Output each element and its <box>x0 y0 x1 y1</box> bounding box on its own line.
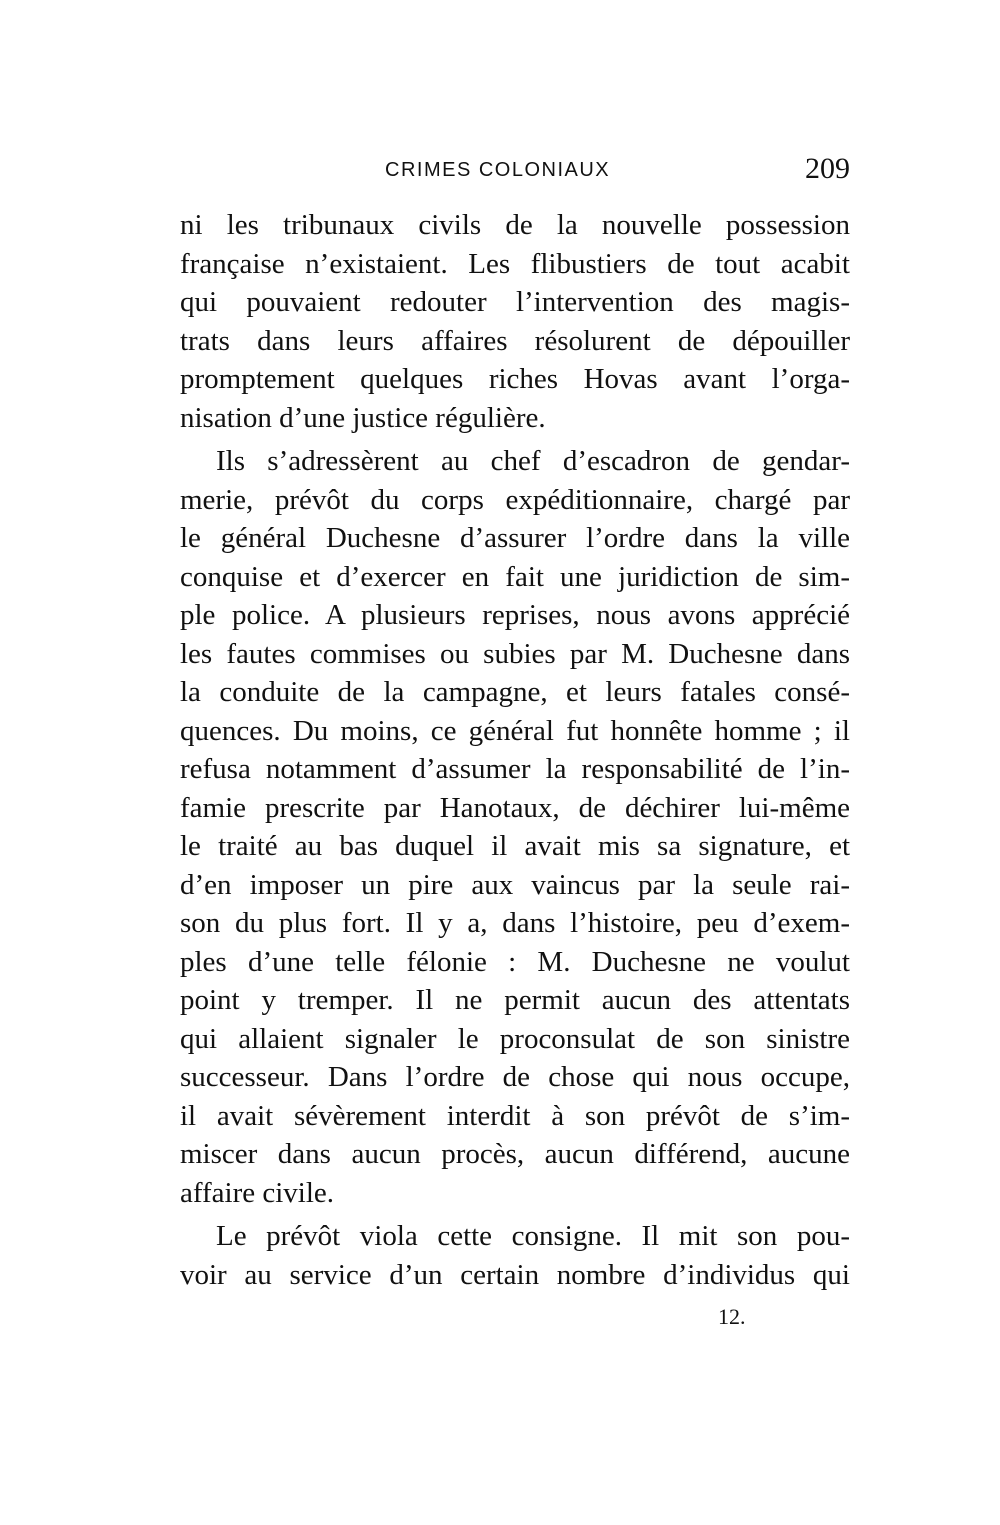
text-line: ple police. A plusieurs reprises, nous avons apprécié <box>180 599 850 631</box>
text-line: conquise et d’exercer en fait une juridiction de sim- <box>180 560 850 593</box>
signature-mark: 12. <box>718 1304 746 1329</box>
page-number: 209 <box>805 152 850 185</box>
text-line: ples d’une telle félonie : M. Duchesne ne voulut <box>180 945 850 978</box>
text-line: Le prévôt viola cette consigne. Il mit son pou- <box>216 1220 850 1252</box>
text-line: il avait sévèrement interdit à son prévôt de s’im- <box>180 1099 850 1132</box>
text-line: la conduite de la campagne, et leurs fatales consé- <box>180 676 850 708</box>
text-line: qui pouvaient redouter l’intervention des magis- <box>180 286 850 318</box>
text-line: qui allaient signaler le proconsulat de son sinistre <box>180 1022 850 1055</box>
text-line: le traité au bas duquel il avait mis sa signature, et <box>180 830 850 862</box>
text-line: nisation d’une justice régulière. <box>180 401 546 434</box>
text-line: quences. Du moins, ce général fut honnête homme ; il <box>180 714 850 747</box>
text-line: promptement quelques riches Hovas avant l’orga- <box>180 363 850 395</box>
text-line: point y tremper. Il ne permit aucun des attentats <box>180 984 850 1016</box>
body-text <box>180 206 850 1294</box>
text-line: successeur. Dans l’ordre de chose qui nous occupe, <box>180 1061 850 1093</box>
text-line: famie prescrite par Hanotaux, de déchirer lui-même <box>180 791 850 824</box>
paragraph-2 <box>180 442 850 1212</box>
text-line: Ils s’adressèrent au chef d’escadron de gendar- <box>216 445 850 477</box>
paragraph-3 <box>180 1217 850 1294</box>
running-title: CRIMES COLONIAUX <box>385 159 611 181</box>
text-line: affaire civile. <box>180 1176 335 1209</box>
text-line: le général Duchesne d’assurer l’ordre dans la ville <box>180 522 850 554</box>
text-line: voir au service d’un certain nombre d’individus qui <box>180 1258 850 1291</box>
text-line: d’en imposer un pire aux vaincus par la seule rai- <box>180 868 850 901</box>
running-head <box>180 150 850 190</box>
text-line: trats dans leurs affaires résolurent de dépouiller <box>180 324 850 357</box>
text-line: ni les tribunaux civils de la nouvelle possession <box>180 209 850 241</box>
text-line: miscer dans aucun procès, aucun différend, aucune <box>180 1138 850 1170</box>
text-line: son du plus fort. Il y a, dans l’histoire, peu d’exem- <box>180 907 850 939</box>
text-line: merie, prévôt du corps expéditionnaire, chargé par <box>180 483 850 516</box>
paragraph-1 <box>180 206 850 437</box>
text-line: française n’existaient. Les flibustiers de tout acabit <box>180 247 850 280</box>
text-line: les fautes commises ou subies par M. Duchesne dans <box>180 637 850 670</box>
text-line: refusa notamment d’assumer la responsabilité de l’in- <box>180 753 850 785</box>
